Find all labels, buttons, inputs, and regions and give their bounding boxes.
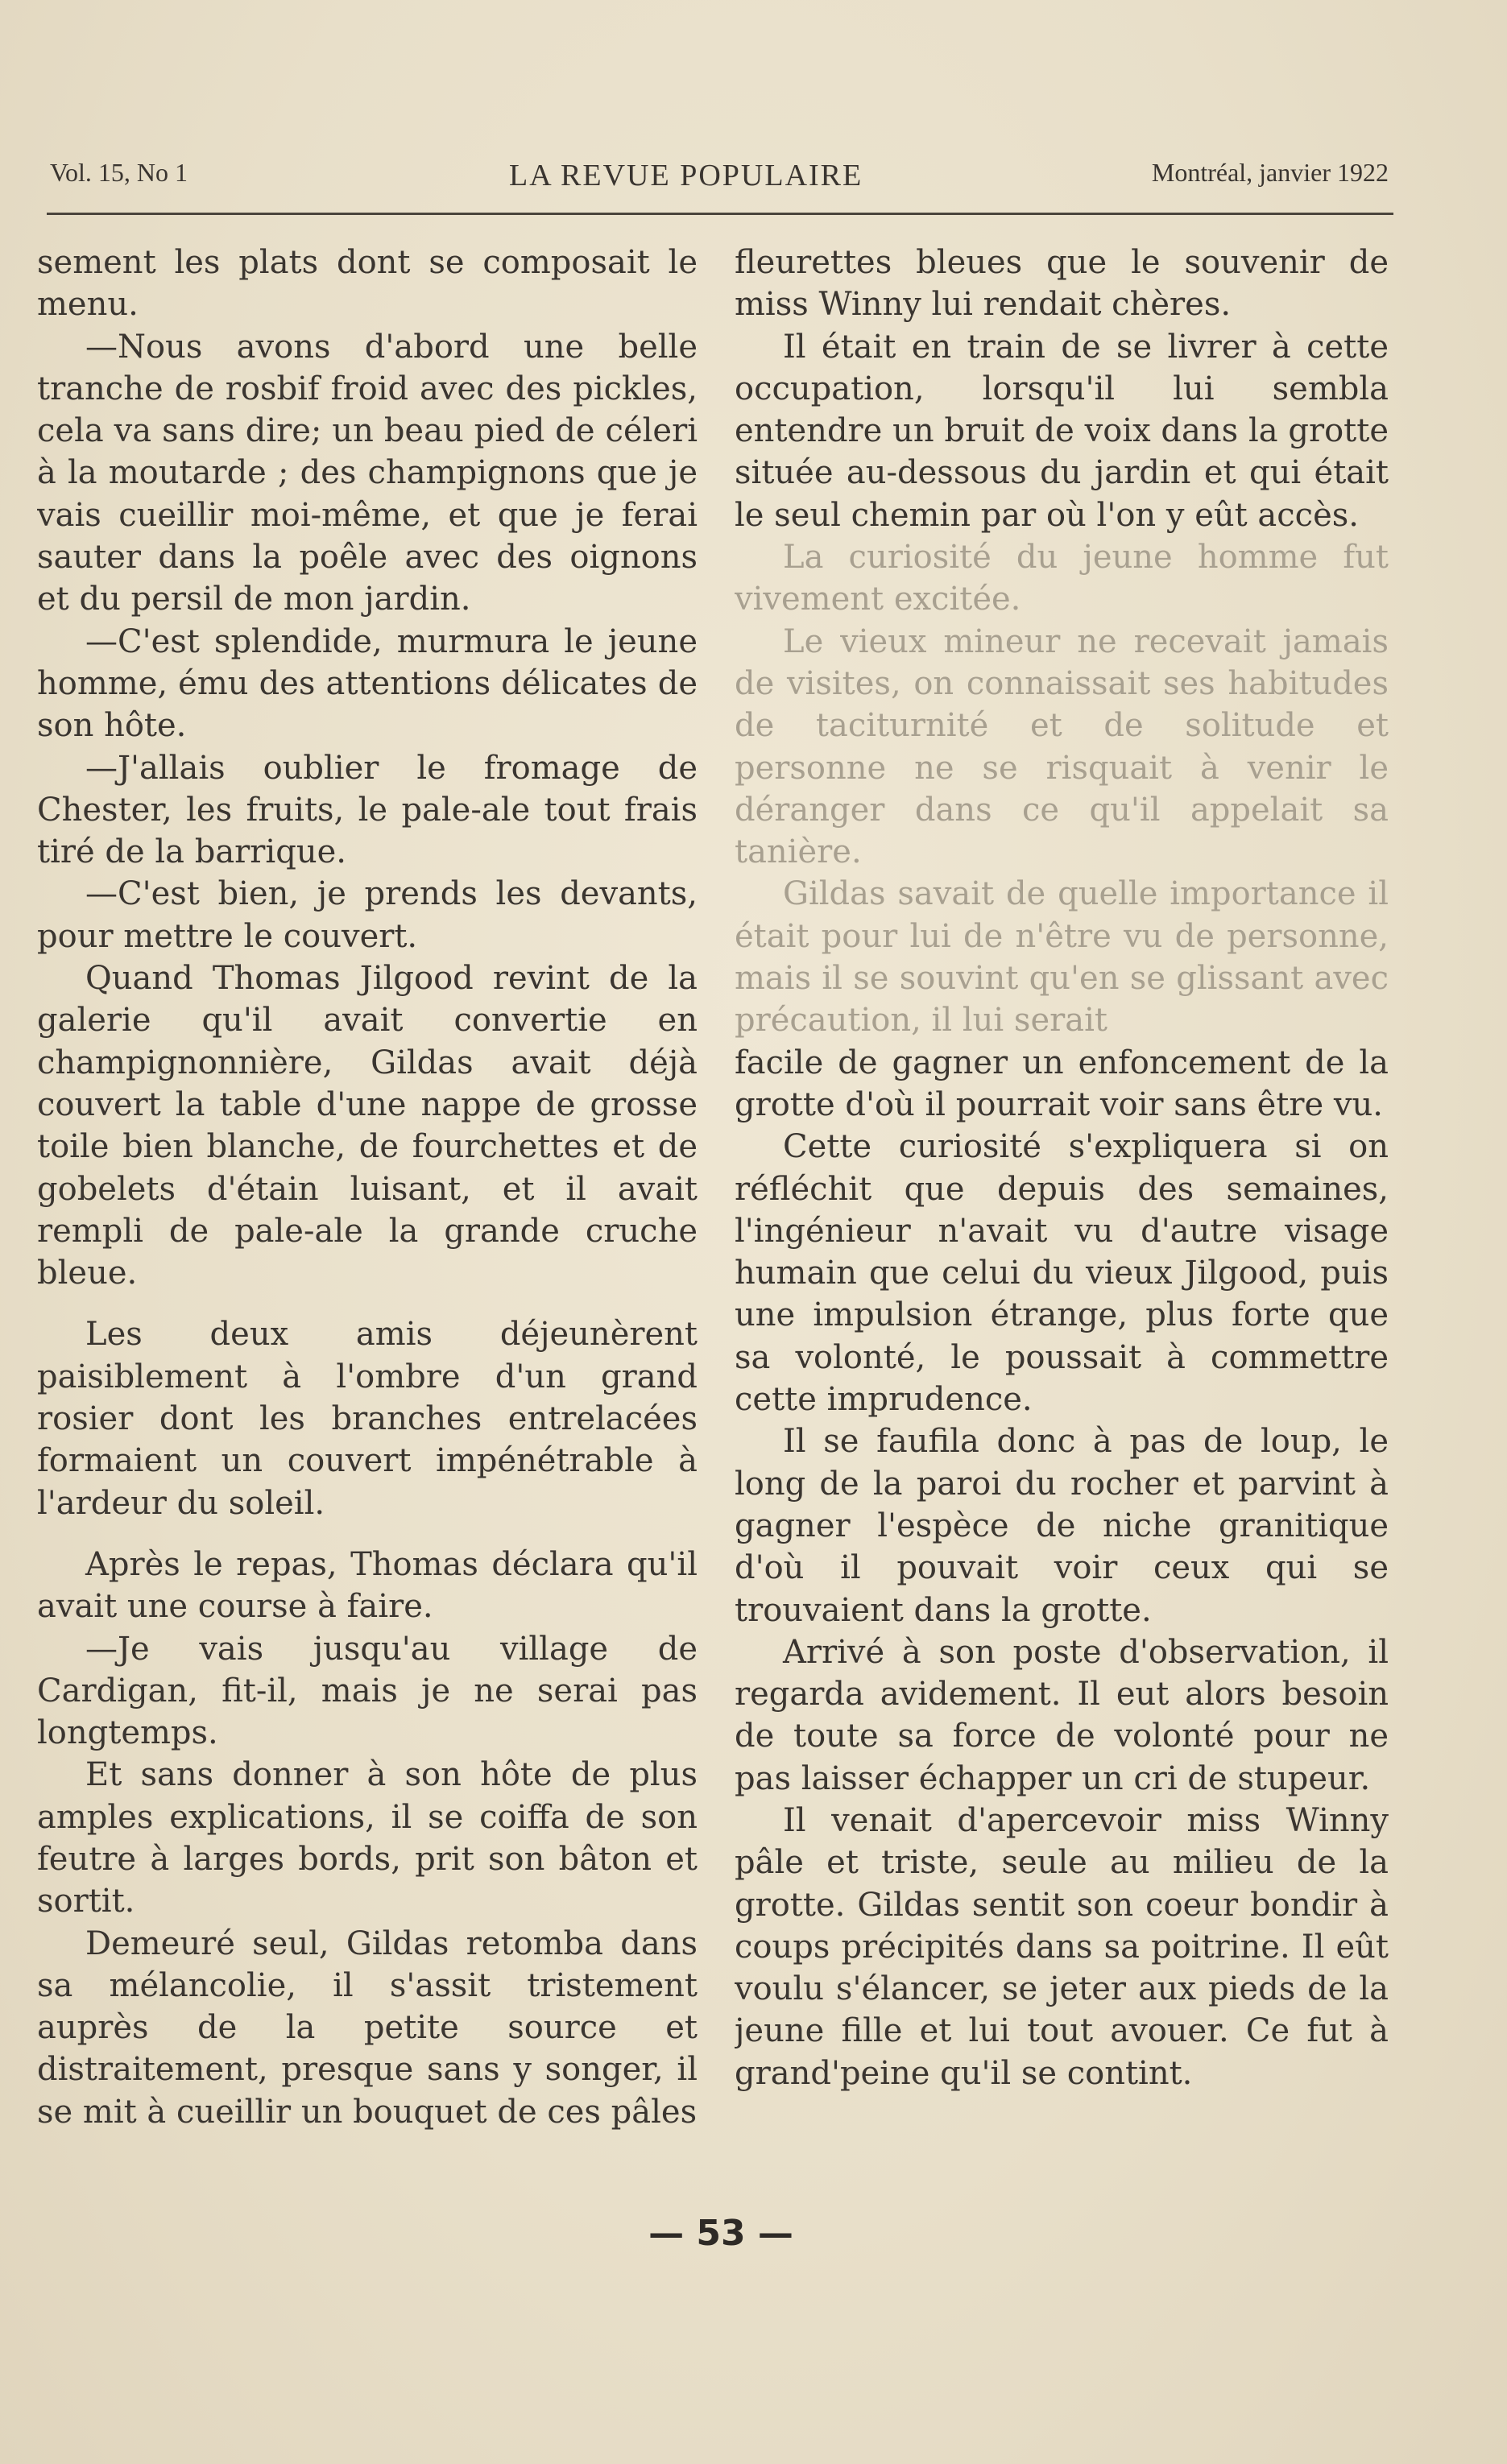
- paragraph: Les deux amis déjeunèrent paisiblement à l'ombre d'un grand rosier dont les branches entrelacées formaient un couvert impénétrable à l'ardeur du soleil.: [37, 1316, 698, 1522]
- paragraph: —Je vais jusqu'au village de Cardigan, fit-il, mais je ne serai pas longtemps.: [37, 1630, 698, 1752]
- paragraph: —C'est bien, je prends les devants, pour mettre le couvert.: [37, 875, 698, 955]
- paragraph: —C'est splendide, murmura le jeune homme, ému des attentions délicates de son hôte.: [37, 622, 698, 745]
- paragraph: —J'allais oublier le fromage de Chester, les fruits, le pale-ale tout frais tiré de la barrique.: [37, 749, 698, 871]
- paragraph: facile de gagner un enfoncement de la grotte d'où il pourrait voir sans être vu.: [735, 1044, 1389, 1123]
- paragraph: Il était en train de se livrer à cette occupation, lorsqu'il lui sembla entendre un bruit de voix dans la grotte située au-dessous du jardin et qui était le seul chemin par où l'on y eût accès.: [735, 328, 1389, 534]
- volume-number: Vol. 15, No 1: [50, 158, 188, 187]
- paragraph: Gildas savait de quelle importance il était pour lui de n'être vu de personne, mais il se souvint qu'en se glissant avec précaution, il lui serait: [735, 875, 1389, 1040]
- paragraph: Il venait d'apercevoir miss Winny pâle et triste, seule au milieu de la grotte. Gildas sentit son coeur bondir à coups précipités dans sa poitrine. Il eût voulu s'élancer, se jeter aux pieds de la jeune fille et lui tout avouer. Ce fut à grand'peine qu'il se contint.: [735, 1801, 1389, 2092]
- paragraph: Et sans donner à son hôte de plus amples explications, il se coiffa de son feutre à larges bords, prit son bâton et sortit.: [37, 1756, 698, 1920]
- page-number: — 53 —: [648, 2213, 793, 2254]
- paragraph: Demeuré seul, Gildas retomba dans sa mélancolie, il s'assit tristement auprès de la petite source et distraitement, presque sans y songer, il se mit à cueillir un bouquet de ces pâles: [37, 1924, 698, 2131]
- paragraph: Après le repas, Thomas déclara qu'il avait une course à faire.: [37, 1545, 698, 1626]
- issue-date: Montréal, janvier 1922: [1151, 158, 1389, 187]
- paragraph: sement les plats dont se composait le menu.: [37, 244, 698, 324]
- paragraph: Quand Thomas Jilgood revint de la galerie qu'il avait convertie en champignonnière, Gildas avait déjà couvert la table d'une nappe de grosse toile bien blanche, de fourchettes et de gobelets d'étain luisant, et il avait rempli de pale-ale la grande cruche bleue.: [37, 960, 698, 1292]
- paragraph: Le vieux mineur ne recevait jamais de visites, on connaissait ses habitudes de taciturnité et de solitude et personne ne se risquait à venir le déranger dans ce qu'il appelait sa tanière.: [735, 622, 1389, 871]
- paragraph: Il se faufila donc à pas de loup, le long de la paroi du rocher et parvint à gagner l'espèce de niche granitique d'où il pouvait voir ceux qui se trouvaient dans la grotte.: [735, 1423, 1389, 1629]
- paragraph: —Nous avons d'abord une belle tranche de rosbif froid avec des pickles, cela va sans dire; un beau pied de céleri à la moutarde ; des champignons que je vais cueillir moi-même, et que je ferai sauter dans la poêle avec des oignons et du persil de mon jardin.: [37, 328, 698, 618]
- paragraph: fleurettes bleues que le souvenir de miss Winny lui rendait chères.: [735, 244, 1389, 324]
- running-header: [50, 158, 1389, 200]
- right-column: [735, 242, 1389, 2190]
- paragraph: Cette curiosité s'expliquera si on réfléchit que depuis des semaines, l'ingénieur n'avait vu d'autre visage humain que celui du vieux Jilgood, puis une impulsion étrange, plus forte que sa volonté, le poussait à commettre cette imprudence.: [735, 1128, 1389, 1419]
- paragraph: Arrivé à son poste d'observation, il regarda avidement. Il eut alors besoin de toute sa force de volonté pour ne pas laisser échapper un cri de stupeur.: [735, 1633, 1389, 1797]
- publication-title: LA REVUE POPULAIRE: [509, 159, 863, 192]
- left-column: [37, 242, 698, 2190]
- header-rule: [47, 213, 1393, 215]
- paragraph: La curiosité du jeune homme fut vivement excitée.: [735, 539, 1389, 618]
